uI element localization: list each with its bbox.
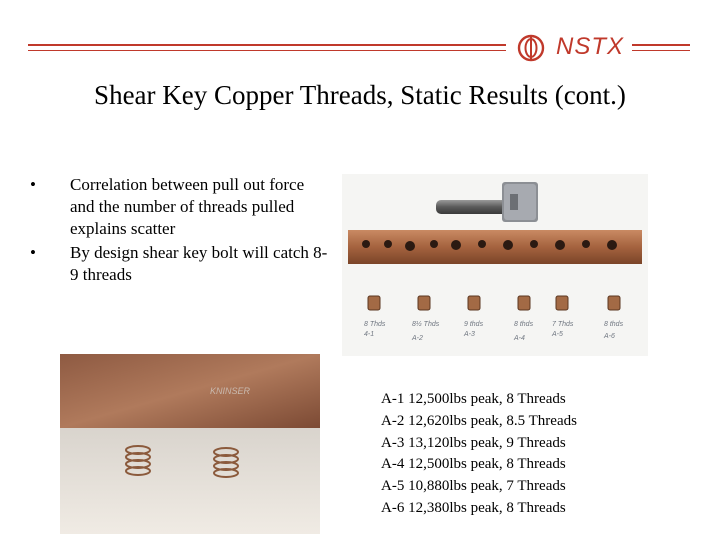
thread-label: 4-1 bbox=[364, 331, 375, 338]
result-row: A-5 10,880lbs peak, 7 Threads bbox=[381, 478, 566, 495]
result-row: A-3 13,120lbs peak, 9 Threads bbox=[381, 434, 566, 451]
header-rule-right-thin bbox=[632, 50, 690, 51]
thread-label: A-2 bbox=[412, 335, 423, 342]
result-row: A-1 12,500lbs peak, 8 Threads bbox=[381, 391, 566, 407]
result-row: A-6 12,380lbs peak, 8 Threads bbox=[381, 499, 566, 516]
bullet-text: Correlation between pull out force and the number of threads pulled explains scatter bbox=[70, 175, 305, 238]
thread-label: A-4 bbox=[514, 335, 525, 342]
bullet-glyph: • bbox=[30, 243, 36, 262]
copper-bar-photo bbox=[342, 174, 648, 356]
logo-text: NSTX bbox=[556, 33, 625, 60]
header-rule-right bbox=[632, 44, 690, 46]
thread-caption: 8 thds bbox=[604, 321, 624, 328]
result-row: A-4 12,500lbs peak, 8 Threads bbox=[381, 456, 566, 473]
thread-label: A-6 bbox=[604, 333, 615, 340]
bullet-list bbox=[28, 174, 328, 288]
copper-block-photo bbox=[60, 354, 320, 534]
copper-bar-photo-drawing bbox=[342, 174, 648, 356]
thread-caption: 8 Thds bbox=[364, 321, 386, 328]
header-rule-left bbox=[28, 44, 506, 46]
thread-caption: 8 thds bbox=[514, 321, 534, 328]
results-list bbox=[381, 389, 577, 520]
bullet-item bbox=[28, 242, 328, 286]
thread-label: A-5 bbox=[552, 331, 563, 338]
thread-caption: 7 Thds bbox=[552, 321, 574, 328]
bullet-text: By design shear key bolt will catch 8-9 threads bbox=[70, 243, 328, 284]
nstx-logo-icon bbox=[517, 34, 545, 62]
bullet-glyph: • bbox=[30, 175, 36, 194]
block-stamp: KNINSER bbox=[210, 386, 251, 396]
copper-block-photo-drawing bbox=[60, 354, 320, 534]
thread-caption: 8½ Thds bbox=[412, 321, 440, 328]
thread-label: A-3 bbox=[464, 331, 475, 338]
result-row: A-2 12,620lbs peak, 8.5 Threads bbox=[381, 412, 577, 429]
bullet-item bbox=[28, 174, 328, 240]
page-title: Shear Key Copper Threads, Static Results (cont.) bbox=[94, 80, 626, 110]
thread-caption: 9 thds bbox=[464, 321, 484, 328]
header-rule-left-thin bbox=[28, 50, 506, 51]
